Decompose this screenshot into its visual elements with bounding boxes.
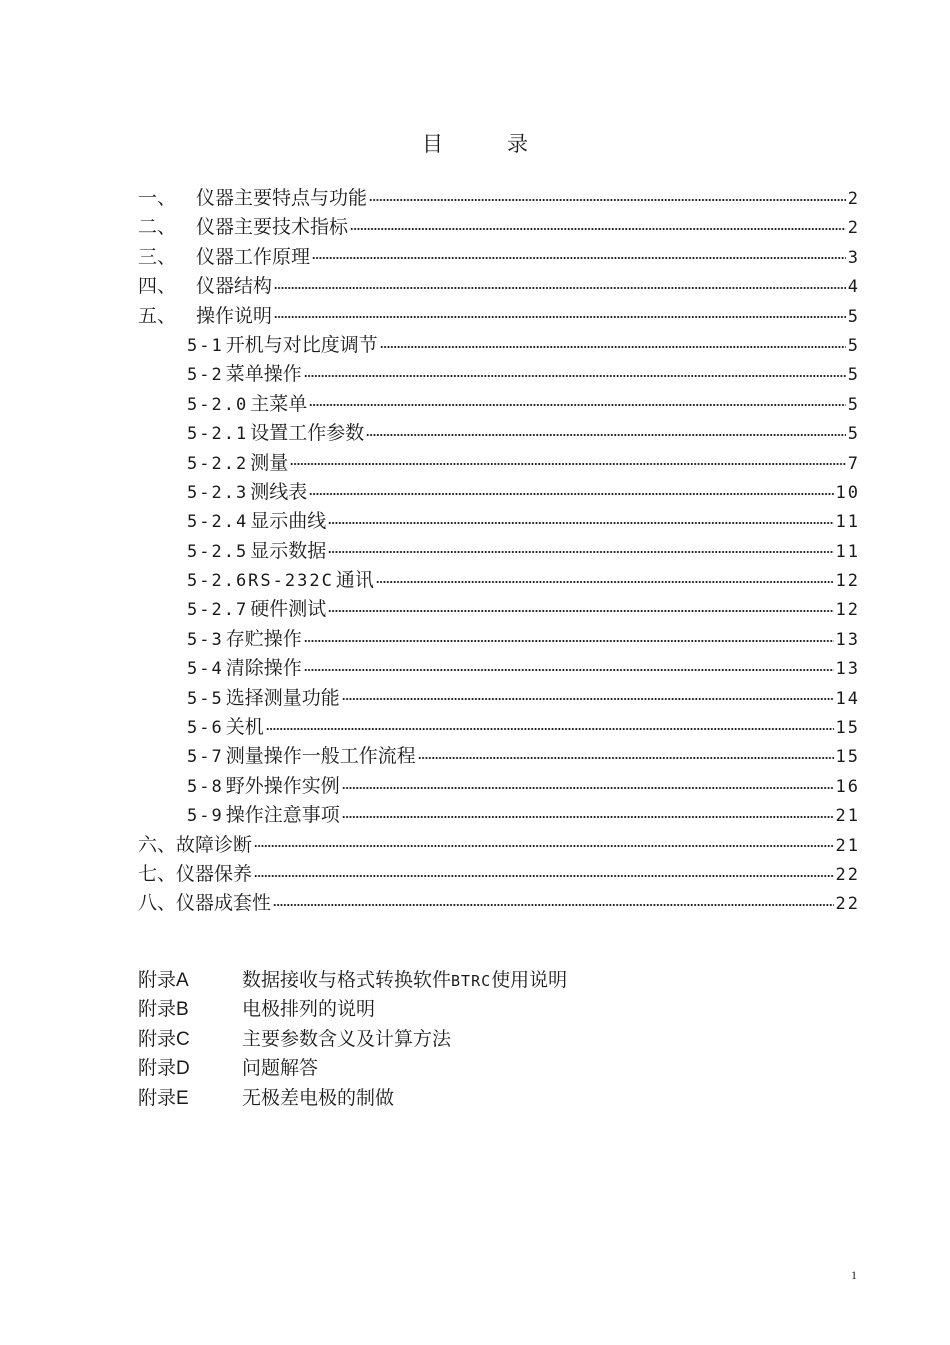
toc-entry-page: 3 [847,247,860,268]
toc-entry-number: 5-9 [187,806,224,827]
dot-leader [328,607,833,615]
toc-entry-number: 5-2.0 [187,394,249,415]
toc-entry-page: 15 [835,747,860,768]
appendix-entry[interactable] [138,995,838,1024]
toc-entry-page: 5 [847,424,860,445]
toc-entry[interactable] [138,595,860,624]
toc-entry[interactable] [138,713,860,742]
dot-leader [366,431,846,439]
appendix-title-text: 数据接收与格式转换软件 [242,969,452,991]
appendix-title-text: 电极排列的说明 [242,998,376,1021]
toc-entry-number: 5-2.3 [187,482,249,503]
toc-entry-page: 12 [835,571,860,592]
toc-entry-number: 5-2.5 [187,541,249,562]
appendix-title [242,966,567,995]
toc-entry-title: 开机与对比度调节 [225,333,378,356]
toc-entry[interactable] [138,507,860,536]
toc-entry-title: 仪器结构 [196,275,273,298]
toc-entry[interactable] [138,272,860,301]
dot-leader [342,784,834,792]
toc-entry[interactable] [138,243,860,272]
dot-leader [304,666,834,674]
dot-leader [266,725,834,733]
toc-entry[interactable] [138,801,860,830]
appendix-letter: C [176,1028,190,1050]
dot-leader [274,284,846,292]
toc-entry[interactable] [138,654,860,683]
toc-entry-page: 16 [835,776,860,797]
toc-entry-page: 21 [835,806,860,827]
toc-entry-page: 13 [835,629,860,650]
toc-entry-title: 清除操作 [225,657,302,680]
toc-entry[interactable] [138,302,860,331]
toc-entry[interactable] [138,772,860,801]
dot-leader [328,519,833,527]
dot-leader [376,578,834,586]
toc-entry-page: 10 [835,482,860,503]
toc-entry-title: 硬件测试 [250,598,327,621]
dot-leader [380,343,846,351]
toc-entry-page: 11 [835,512,860,533]
toc-entry[interactable] [138,390,860,419]
toc-entry-number: 5-3 [187,629,224,650]
appendix-label [138,1084,242,1113]
toc-entry-number: 5-1 [187,335,224,356]
toc-entry-number: 5-8 [187,776,224,797]
toc-entry-title: 仪器工作原理 [196,245,311,268]
toc-entry[interactable] [138,331,860,360]
toc-entry-number: 三、 [138,245,177,268]
toc-entry-number: 5-6 [187,718,224,739]
toc-entry-title: 故障诊断 [176,833,253,856]
toc-entry-page: 15 [835,718,860,739]
dot-leader [304,372,846,380]
toc-entry[interactable] [138,478,860,507]
toc-entry[interactable] [138,537,860,566]
toc-entry-page: 13 [835,659,860,680]
page-number: 1 [851,1268,857,1282]
dot-leader [254,842,833,850]
appendix-label-text: 附录 [138,1086,177,1109]
appendix-list [138,966,838,1113]
toc-entry-title: 测量 [250,451,289,474]
toc-entry-title: 仪器保养 [176,862,253,885]
appendix-entry[interactable] [138,1084,838,1113]
appendix-title [242,995,375,1024]
toc-entry[interactable] [138,889,860,918]
toc-entry[interactable] [138,566,860,595]
appendix-label-text: 附录 [138,969,177,991]
toc-entry-page: 2 [847,189,860,209]
toc-entry-number: 5-2.6RS-232C [187,571,334,592]
appendix-label-text: 附录 [138,1057,177,1080]
dot-leader [369,196,846,204]
toc-entry-number: 二、 [138,216,177,239]
appendix-letter: E [176,1087,189,1109]
toc-entry-page: 22 [835,864,860,885]
toc-entry-title: 存贮操作 [225,627,302,650]
dot-leader [290,460,846,468]
toc-entry-number: 五、 [138,304,177,327]
toc-entry-page: 21 [835,835,860,856]
toc-entry-number: 5-2.1 [187,424,249,445]
title-char-1: 目 [422,132,443,156]
page-title [0,128,950,158]
toc-entry-page: 5 [847,306,860,327]
appendix-label [138,995,242,1024]
toc-entry-title: 仪器主要技术指标 [196,216,349,239]
toc-entry-page: 7 [847,453,860,474]
toc-entry-page: 22 [835,894,860,915]
toc-entry-page: 11 [835,541,860,562]
appendix-entry[interactable] [138,1025,838,1054]
dot-leader [254,872,833,880]
dot-leader [309,490,833,498]
appendix-title [242,1025,451,1054]
dot-leader [350,225,846,233]
toc-entry-title: 菜单操作 [225,363,302,386]
toc-entry-number: 5-2.7 [187,600,249,621]
appendix-letter: B [176,999,189,1021]
appendix-title-code: BTRC [451,972,492,990]
dot-leader [304,637,834,645]
dot-leader [342,695,834,703]
appendix-label-text: 附录 [138,1027,177,1050]
toc-entry[interactable] [138,742,860,771]
toc-entry-number: 5-7 [187,747,224,768]
toc-entry-number: 六、 [138,833,177,856]
toc-entry-page: 12 [835,600,860,621]
toc-entry[interactable] [138,449,860,478]
toc-entry-page: 4 [847,277,860,298]
table-of-contents [138,184,860,919]
dot-leader [274,313,846,321]
toc-entry-number: 八、 [138,892,177,915]
toc-entry[interactable] [138,360,860,389]
appendix-entry[interactable] [138,966,838,995]
appendix-title-text-end: 使用说明 [491,969,568,991]
toc-entry-title: 设置工作参数 [250,422,365,445]
toc-entry-title: 野外操作实例 [225,774,340,797]
dot-leader [312,254,846,262]
appendix-letter: D [176,1058,190,1080]
toc-entry-title: 测线表 [250,480,308,503]
toc-entry[interactable] [138,213,860,242]
toc-entry-number: 一、 [138,187,177,209]
toc-entry[interactable] [138,184,860,213]
toc-entry-title: 仪器成套性 [176,892,272,915]
appendix-title-text: 问题解答 [242,1057,319,1080]
toc-entry-number: 四、 [138,275,177,298]
toc-entry-title: 测量操作一般工作流程 [225,745,416,768]
toc-entry-title: 显示数据 [250,539,327,562]
title-char-2: 录 [507,132,528,156]
toc-entry[interactable] [138,684,860,713]
dot-leader [418,754,834,762]
toc-entry-number: 5-2.2 [187,453,249,474]
appendix-title-text: 主要参数含义及计算方法 [242,1027,452,1050]
dot-leader [342,813,834,821]
toc-entry-title: 操作说明 [196,304,273,327]
toc-entry-title: 选择测量功能 [225,686,340,709]
toc-entry-page: 2 [847,218,860,239]
toc-entry-number: 5-5 [187,688,224,709]
appendix-label [138,1025,242,1054]
appendix-label [138,966,242,995]
appendix-letter: A [176,970,189,991]
toc-entry-title: 主菜单 [250,392,308,415]
dot-leader [273,901,833,909]
appendix-title [242,1084,394,1113]
dot-leader [309,401,846,409]
toc-entry-number: 5-2 [187,365,224,386]
toc-entry-number: 5-2.4 [187,512,249,533]
toc-entry-number: 5-4 [187,659,224,680]
toc-entry-page: 5 [847,335,860,356]
appendix-label-text: 附录 [138,998,177,1021]
toc-entry-title: 显示曲线 [250,510,327,533]
toc-entry-title: 仪器主要特点与功能 [196,187,368,209]
toc-entry[interactable] [138,831,860,860]
dot-leader [328,548,833,556]
toc-entry-title: 关机 [225,716,264,739]
toc-entry-page: 5 [847,394,860,415]
toc-entry-page: 14 [835,688,860,709]
toc-entry-title: 操作注意事项 [225,804,340,827]
toc-entry[interactable] [138,625,860,654]
toc-entry-page: 5 [847,365,860,386]
toc-entry[interactable] [138,419,860,448]
appendix-label [138,1054,242,1083]
toc-entry[interactable] [138,860,860,889]
toc-entry-number: 七、 [138,862,177,885]
appendix-title [242,1054,318,1083]
appendix-title-text: 无极差电极的制做 [242,1086,395,1109]
appendix-entry[interactable] [138,1054,838,1083]
toc-entry-title: 通讯 [335,569,374,592]
